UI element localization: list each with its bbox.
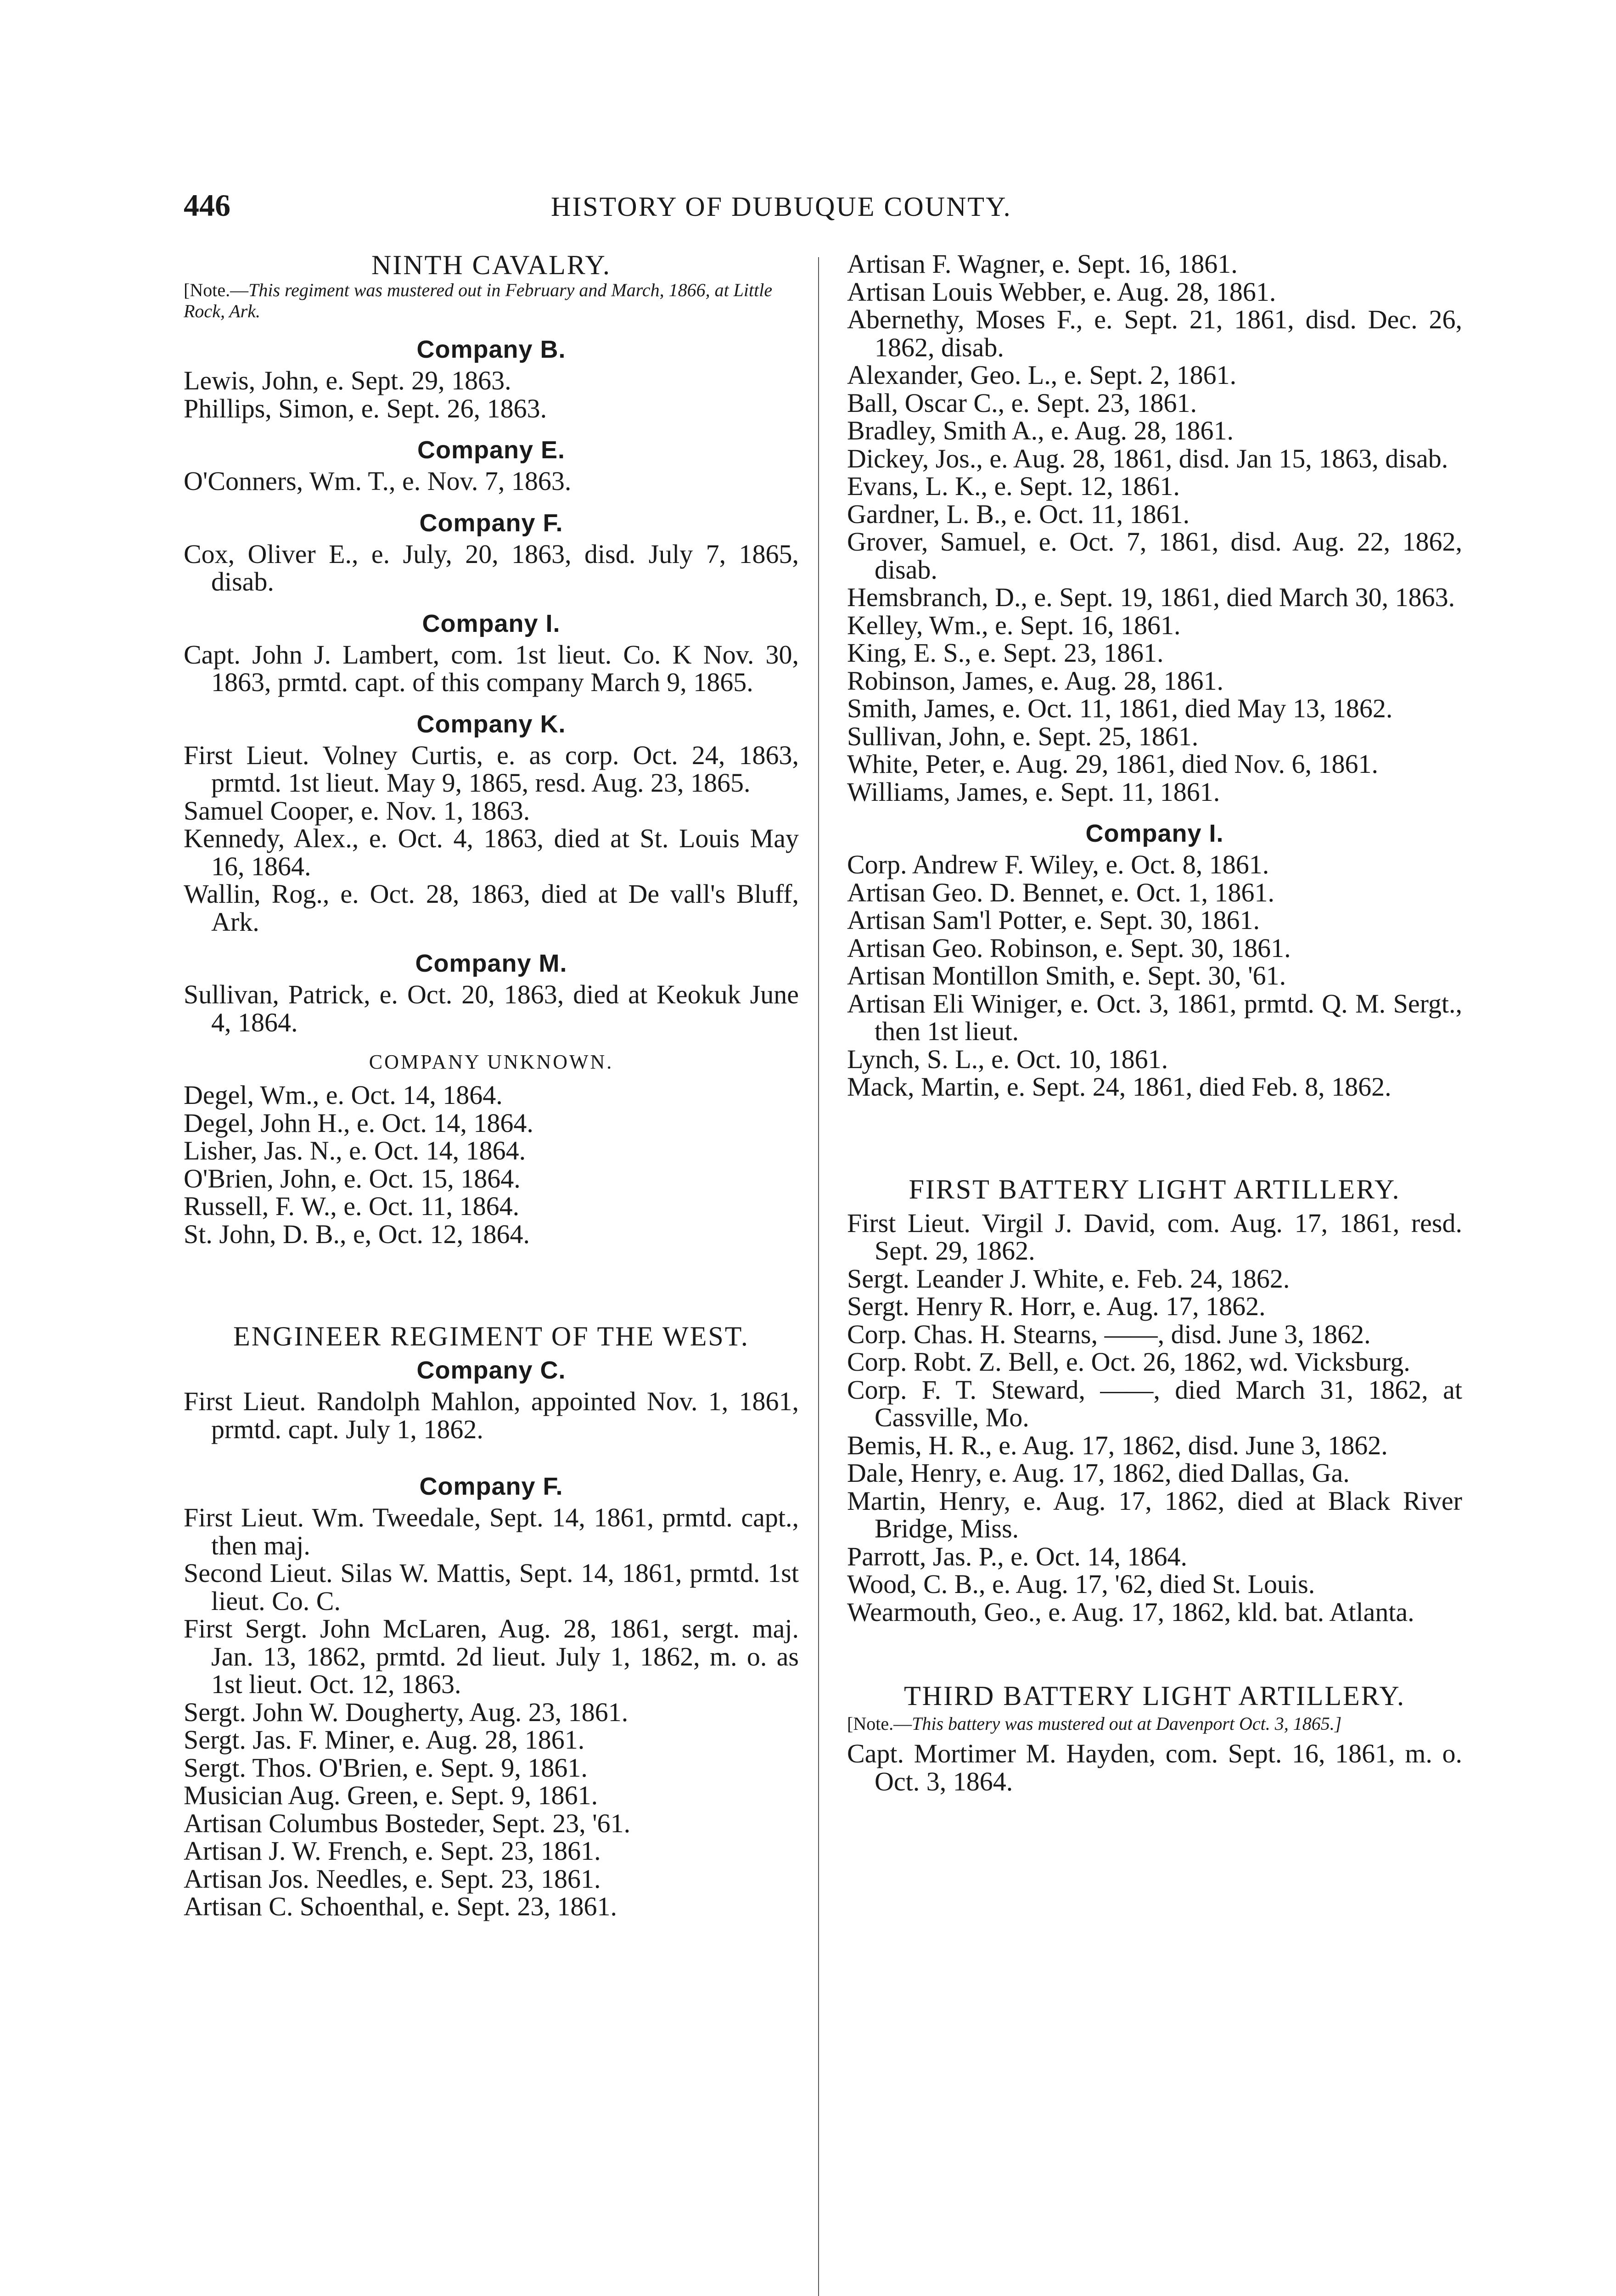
roster-entry: Samuel Cooper, e. Nov. 1, 1863.	[184, 795, 530, 826]
right-column	[847, 250, 1462, 1795]
roster-entry: Artisan Geo. Robinson, e. Sept. 30, 1861.	[847, 933, 1291, 963]
company-heading: Company F.	[419, 1473, 563, 1500]
company-heading: Company F.	[419, 509, 563, 537]
roster-entry: Russell, F. W., e. Oct. 11, 1864.	[184, 1191, 520, 1221]
section-title-engineer-regiment: ENGINEER REGIMENT OF THE WEST.	[233, 1321, 749, 1351]
roster-entry: Musician Aug. Green, e. Sept. 9, 1861.	[184, 1780, 598, 1810]
roster-entry: Dale, Henry, e. Aug. 17, 1862, died Dallas, Ga.	[847, 1458, 1350, 1488]
roster-entry: Sullivan, Patrick, e. Oct. 20, 1863, died at Keokuk June 4, 1864.	[184, 979, 799, 1037]
roster-entry: Sergt. John W. Dougherty, Aug. 23, 1861.	[184, 1697, 628, 1727]
roster-entry: Lewis, John, e. Sept. 29, 1863.	[184, 366, 511, 395]
roster-entry: Corp. Chas. H. Stearns, ——, disd. June 3, 1862.	[847, 1319, 1371, 1349]
roster-entry: Artisan J. W. French, e. Sept. 23, 1861.	[184, 1836, 601, 1866]
roster-entry: Abernethy, Moses F., e. Sept. 21, 1861, disd. Dec. 26, 1862, disab.	[847, 304, 1462, 362]
roster-entry: Phillips, Simon, e. Sept. 26, 1863.	[184, 393, 547, 423]
roster-entry: Artisan Montillon Smith, e. Sept. 30, '61.	[847, 961, 1286, 990]
roster-entry: Degel, John H., e. Oct. 14, 1864.	[184, 1108, 533, 1138]
left-column	[184, 250, 799, 1921]
page-header	[184, 187, 1065, 224]
roster-entry: Capt. Mortimer M. Hayden, com. Sept. 16, 1861, m. o. Oct. 3, 1864.	[847, 1739, 1462, 1796]
note-text: This regiment was mustered out in February and March, 1866, at Little Rock, Ark.	[184, 280, 773, 321]
section-title-ninth-cavalry: NINTH CAVALRY.	[371, 250, 612, 280]
roster-entry: Second Lieut. Silas W. Mattis, Sept. 14, 1861, prmtd. 1st lieut. Co. C.	[184, 1558, 799, 1616]
roster-entry: Corp. Andrew F. Wiley, e. Oct. 8, 1861.	[847, 850, 1269, 879]
roster-entry: Sergt. Leander J. White, e. Feb. 24, 1862.	[847, 1263, 1290, 1294]
roster-entry: Wearmouth, Geo., e. Aug. 17, 1862, kld. bat. Atlanta.	[847, 1597, 1414, 1627]
roster-entry: First Lieut. Randolph Mahlon, appointed Nov. 1, 1861, prmtd. capt. July 1, 1862.	[184, 1386, 799, 1444]
roster-entry: Artisan Jos. Needles, e. Sept. 23, 1861.	[184, 1863, 601, 1894]
company-heading: Company I.	[422, 609, 561, 637]
roster-entry: Martin, Henry, e. Aug. 17, 1862, died at Black River Bridge, Miss.	[847, 1486, 1462, 1543]
roster-entry: Wallin, Rog., e. Oct. 28, 1863, died at De vall's Bluff, Ark.	[184, 879, 799, 937]
section-note	[847, 1713, 1462, 1734]
roster-entry: First Lieut. Wm. Tweedale, Sept. 14, 1861, prmtd. capt., then maj.	[184, 1503, 799, 1560]
roster-entry: Mack, Martin, e. Sept. 24, 1861, died Feb. 8, 1862.	[847, 1072, 1392, 1102]
company-heading: Company M.	[415, 950, 567, 977]
roster-entry: First Lieut. Volney Curtis, e. as corp. Oct. 24, 1863, prmtd. 1st lieut. May 9, 1865, resd. Aug. 23, 1865.	[184, 740, 799, 798]
roster-entry: First Sergt. John McLaren, Aug. 28, 1861, sergt. maj. Jan. 13, 1862, prmtd. 2d lieut. July 1, 1862, m. o. as 1st lieut. Oct. 12, 1863.	[184, 1614, 799, 1699]
roster-entry: Artisan Columbus Bosteder, Sept. 23, '61.	[184, 1808, 631, 1838]
roster-entry: Sergt. Thos. O'Brien, e. Sept. 9, 1861.	[184, 1752, 588, 1783]
roster-entry: Corp. Robt. Z. Bell, e. Oct. 26, 1862, wd. Vicksburg.	[847, 1347, 1410, 1377]
column-divider	[818, 257, 819, 2296]
note-text: This battery was mustered out at Davenport Oct. 3, 1865.]	[912, 1713, 1342, 1734]
roster-entry: Wood, C. B., e. Aug. 17, '62, died St. Louis.	[847, 1569, 1315, 1599]
roster-entry: Alexander, Geo. L., e. Sept. 2, 1861.	[847, 360, 1237, 390]
company-heading: Company I.	[1085, 820, 1224, 847]
roster-entry: Bemis, H. R., e. Aug. 17, 1862, disd. June 3, 1862.	[847, 1430, 1388, 1460]
roster-entry: Capt. John J. Lambert, com. 1st lieut. Co. K Nov. 30, 1863, prmtd. capt. of this company March 9, 1865.	[184, 639, 799, 697]
roster-entry: Cox, Oliver E., e. July, 20, 1863, disd. July 7, 1865, disab.	[184, 539, 799, 597]
roster-entry: Artisan F. Wagner, e. Sept. 16, 1861.	[847, 249, 1238, 279]
roster-entry: Dickey, Jos., e. Aug. 28, 1861, disd. Jan 15, 1863, disab.	[847, 443, 1448, 473]
section-note	[184, 280, 799, 322]
roster-entry: O'Conners, Wm. T., e. Nov. 7, 1863.	[184, 466, 572, 496]
roster-entry: Robinson, James, e. Aug. 28, 1861.	[847, 665, 1224, 696]
roster-entry: Kennedy, Alex., e. Oct. 4, 1863, died at St. Louis May 16, 1864.	[184, 823, 799, 881]
company-heading: Company C.	[416, 1356, 566, 1384]
note-lead: [Note.—	[847, 1713, 912, 1734]
roster-entry: Artisan Eli Winiger, e. Oct. 3, 1861, prmtd. Q. M. Sergt., then 1st lieut.	[847, 988, 1462, 1046]
roster-entry: Artisan Geo. D. Bennet, e. Oct. 1, 1861.	[847, 877, 1275, 907]
roster-entry: Ball, Oscar C., e. Sept. 23, 1861.	[847, 388, 1197, 418]
roster-entry: Parrott, Jas. P., e. Oct. 14, 1864.	[847, 1541, 1188, 1571]
page-number: 446	[184, 188, 230, 223]
roster-entry: Sergt. Henry R. Horr, e. Aug. 17, 1862.	[847, 1291, 1266, 1321]
roster-entry: Hemsbranch, D., e. Sept. 19, 1861, died March 30, 1863.	[847, 582, 1455, 612]
section-title-first-battery: FIRST BATTERY LIGHT ARTILLERY.	[909, 1174, 1401, 1204]
company-heading: Company E.	[417, 436, 566, 464]
roster-entry: Sullivan, John, e. Sept. 25, 1861.	[847, 721, 1199, 751]
roster-entry: Lynch, S. L., e. Oct. 10, 1861.	[847, 1044, 1168, 1074]
roster-entry: Gardner, L. B., e. Oct. 11, 1861.	[847, 499, 1190, 529]
roster-entry: Lisher, Jas. N., e. Oct. 14, 1864.	[184, 1136, 526, 1165]
roster-entry: St. John, D. B., e, Oct. 12, 1864.	[184, 1219, 530, 1249]
roster-entry: Williams, James, e. Sept. 11, 1861.	[847, 777, 1220, 807]
roster-entry: Kelley, Wm., e. Sept. 16, 1861.	[847, 610, 1181, 640]
roster-entry: Artisan C. Schoenthal, e. Sept. 23, 1861.	[184, 1891, 617, 1921]
running-head: HISTORY OF DUBUQUE COUNTY.	[551, 191, 1012, 222]
company-heading: Company B.	[416, 336, 566, 363]
roster-entry: King, E. S., e. Sept. 23, 1861.	[847, 638, 1164, 668]
roster-entry: Bradley, Smith A., e. Aug. 28, 1861.	[847, 416, 1234, 445]
company-heading: Company K.	[416, 710, 566, 738]
roster-entry: Artisan Louis Webber, e. Aug. 28, 1861.	[847, 276, 1276, 307]
roster-entry: Artisan Sam'l Potter, e. Sept. 30, 1861.	[847, 905, 1260, 935]
roster-entry: Grover, Samuel, e. Oct. 7, 1861, disd. Aug. 22, 1862, disab.	[847, 527, 1462, 585]
note-lead: [Note.—	[184, 280, 249, 300]
roster-entry: White, Peter, e. Aug. 29, 1861, died Nov. 6, 1861.	[847, 749, 1378, 779]
company-heading: COMPANY UNKNOWN.	[369, 1051, 614, 1073]
roster-entry: Smith, James, e. Oct. 11, 1861, died May 13, 1862.	[847, 693, 1393, 723]
roster-entry: O'Brien, John, e. Oct. 15, 1864.	[184, 1163, 521, 1193]
roster-entry: Sergt. Jas. F. Miner, e. Aug. 28, 1861.	[184, 1725, 585, 1755]
section-title-third-battery: THIRD BATTERY LIGHT ARTILLERY.	[904, 1681, 1405, 1711]
roster-entry: Degel, Wm., e. Oct. 14, 1864.	[184, 1080, 503, 1110]
roster-entry: Evans, L. K., e. Sept. 12, 1861.	[847, 471, 1180, 501]
roster-entry: First Lieut. Virgil J. David, com. Aug. 17, 1861, resd. Sept. 29, 1862.	[847, 1208, 1462, 1266]
roster-entry: Corp. F. T. Steward, ——, died March 31, 1862, at Cassville, Mo.	[847, 1374, 1462, 1432]
